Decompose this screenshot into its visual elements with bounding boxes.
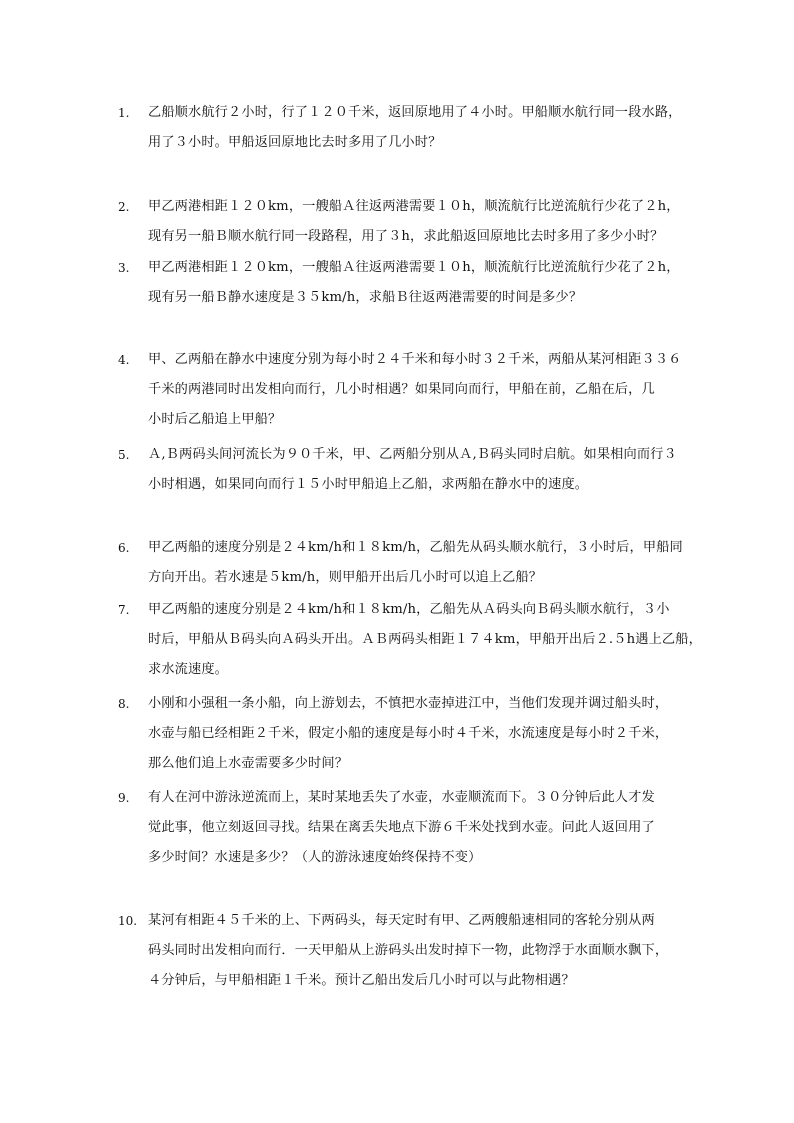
problem-number: 5. — [118, 448, 130, 462]
problem-number: 3. — [118, 261, 130, 275]
problem-text-line: 小时相遇，如果同向而行１５小时甲船追上乙船，求两船在静水中的速度。 — [148, 477, 589, 492]
problem-text-line: 甲乙两港相距１２０km，一艘船Ａ往返两港需要１０h，顺流航行比逆流航行少花了２h， — [148, 199, 680, 214]
problem-text-line: 小时后乙船追上甲船？ — [148, 412, 282, 427]
problem-text-line: 有人在河中游泳逆流而上，某时某地丢失了水壶，水壶顺流而下。３０分钟后此人才发 — [148, 790, 655, 805]
problem-text-line: 觉此事，他立刻返回寻找。结果在离丢失地点下游６千米处找到水壶。问此人返回用了 — [148, 820, 655, 835]
problem-number: 10. — [118, 914, 138, 928]
problem-text-line: 那么他们追上水壶需要多少时间？ — [148, 756, 349, 771]
problem-text-line: Ａ,Ｂ两码头间河流长为９０千米，甲、乙两船分别从Ａ,Ｂ码头同时启航。如果相向而行３ — [148, 447, 677, 462]
problem-text-line: 某河有相距４５千米的上、下两码头，每天定时有甲、乙两艘船速相同的客轮分别从两 — [148, 913, 655, 928]
problem-text-line: 方向开出。若水速是５km/h，则甲船开出后几小时可以追上乙船？ — [148, 570, 543, 585]
problem-text-line: 现有另一船Ｂ静水速度是３５km/h，求船Ｂ往返两港需要的时间是多少？ — [148, 290, 583, 305]
problem-number: 2. — [118, 200, 130, 214]
problem-number: 4. — [118, 353, 130, 367]
problem-text-line: 用了３小时。甲船返回原地比去时多用了几小时？ — [148, 135, 442, 150]
problem-text-line: 甲乙两港相距１２０km，一艘船Ａ往返两港需要１０h，顺流航行比逆流航行少花了２h， — [148, 260, 680, 275]
problem-text-line: 现有另一船Ｂ顺水航行同一段路程，用了３h，求此船返回原地比去时多用了多少小时？ — [148, 229, 664, 244]
problem-number: 1. — [118, 106, 130, 120]
problem-text-line: 时后，甲船从Ｂ码头向Ａ码头开出。ＡＢ两码头相距１７４km，甲船开出后２.５h遇上乙船， — [148, 632, 702, 647]
problem-text-line: 水壶与船已经相距２千米，假定小船的速度是每小时４千米，水流速度是每小时２千米， — [148, 726, 669, 741]
problem-text-line: 甲、乙两船在静水中速度分别为每小时２４千米和每小时３２千米，两船从某河相距３３６ — [148, 352, 682, 367]
problem-number: 9. — [118, 791, 130, 805]
problem-text-line: 乙船顺水航行２小时，行了１２０千米，返回原地用了４小时。甲船顺水航行同一段水路， — [148, 105, 682, 120]
problem-text-line: 多少时间？水速是多少？（人的游泳速度始终保持不变） — [148, 850, 482, 865]
problem-number: 6. — [118, 541, 130, 555]
problem-number: 8. — [118, 697, 130, 711]
problem-text-line: 千米的两港同时出发相向而行，几小时相遇？如果同向而行，甲船在前，乙船在后，几 — [148, 382, 655, 397]
problem-text-line: 码头同时出发相向而行．一天甲船从上游码头出发时掉下一物，此物浮于水面顺水飘下， — [148, 943, 669, 958]
problem-text-line: ４分钟后，与甲船相距１千米。预计乙船出发后几小时可以与此物相遇？ — [148, 973, 575, 988]
problem-text-line: 求水流速度。 — [148, 662, 229, 677]
problem-text-line: 小刚和小强租一条小船，向上游划去，不慎把水壶掉进江中，当他们发现并调过船头时， — [148, 696, 669, 711]
problem-text-line: 甲乙两船的速度分别是２４km/h和１８km/h，乙船先从码头顺水航行，３小时后，甲船同 — [148, 540, 683, 555]
problem-text-line: 甲乙两船的速度分别是２４km/h和１８km/h，乙船先从Ａ码头向Ｂ码头顺水航行，３小 — [148, 602, 670, 617]
problem-number: 7. — [118, 603, 130, 617]
